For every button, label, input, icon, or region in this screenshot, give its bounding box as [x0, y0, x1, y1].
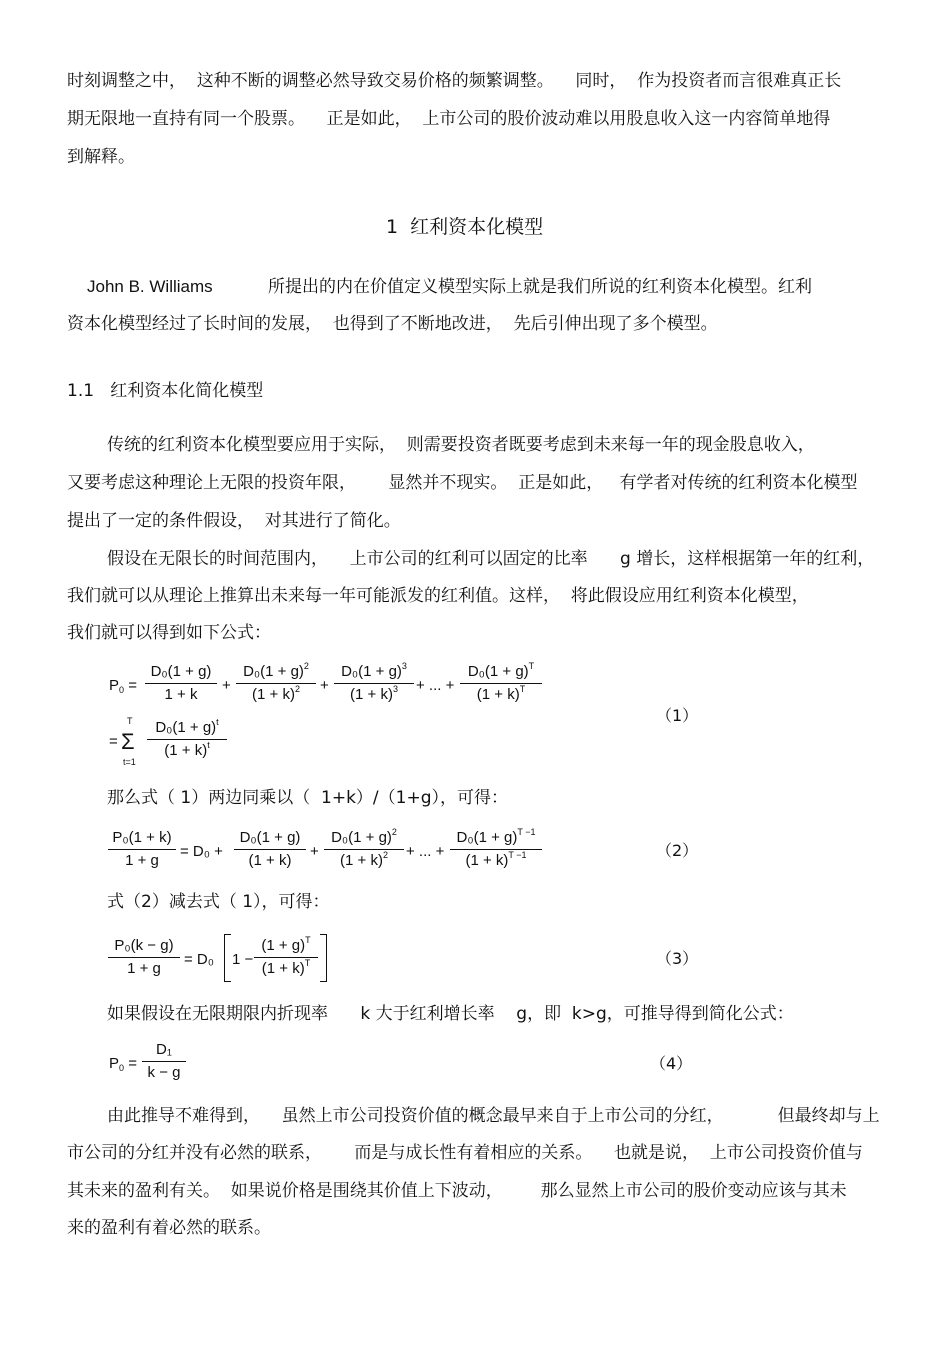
intro-line-1: 时刻调整之中， 这种不断的调整必然导致交易价格的频繁调整。 同时， 作为投资者而言很难真正长: [67, 71, 842, 91]
eq3-number: （3）: [656, 949, 699, 968]
eq1-lhs: $P_0$ =: [109, 677, 137, 695]
traditional-line-3: 提出了一定的条件假设， 对其进行了简化。: [67, 511, 401, 531]
eq1-plus-2: +: [320, 677, 329, 694]
eq1-term-2: $D_0(1 + g)^2$ $(1 + k)^2$: [236, 663, 316, 704]
text-multiply: 那么式（ 1）两边同乘以（ 1+k）/（1+g），可得：: [107, 788, 509, 808]
intro-line-3: 到解释。: [67, 147, 135, 167]
eq4-frac: D₁ k − g: [142, 1041, 186, 1082]
section-heading: 1 红利资本化模型: [386, 216, 544, 238]
text-subtract: 式（2）减去式（ 1），可得：: [107, 892, 330, 912]
eq1-term-3: $D_0(1 + g)^3$ $(1 + k)^3$: [334, 663, 414, 704]
eq1-plus-1: +: [222, 677, 231, 694]
eq2-d0: = D₀ +: [180, 843, 223, 860]
eq1-term-4: $D_0(1 + g)^T$ $(1 + k)^T$: [460, 663, 542, 704]
eq1-sum-term: $D_0(1 + g)^t$ $(1 + k)^t$: [147, 719, 227, 760]
conclusion-line-4: 来的盈利有着必然的联系。: [67, 1218, 271, 1238]
eq3-one-minus: 1 −: [232, 951, 254, 968]
eq2-ellipsis: + ... +: [406, 843, 445, 860]
subsection-heading: 1.1 红利资本化简化模型: [67, 381, 264, 401]
text-infinite: 如果假设在无限期限内折现率 k 大于红利增长率 g，即 k>g，可推导得到简化公式：: [107, 1004, 794, 1024]
eq2-term-3: $D_0(1 + g)^{T -1}$ $(1 + k)^{T -1}$: [450, 829, 542, 870]
eq2-plus-1: +: [310, 843, 319, 860]
assume-line-2: 我们就可以从理论上推算出未来每一年可能派发的红利值。这样， 将此假设应用红利资本化模型，: [67, 586, 809, 606]
eq2-number: （2）: [656, 841, 699, 860]
eq3-lhs: P₀(k − g) 1 + g: [108, 937, 180, 978]
conclusion-line-3: 其未来的盈利有关。 如果说价格是围绕其价值上下波动， 那么显然上市公司的股价变动应该与其未: [67, 1181, 847, 1201]
conclusion-line-2: 市公司的分红并没有必然的联系， 而是与成长性有着相应的关系。 也就是说， 上市公司投资价值与: [67, 1143, 863, 1163]
assume-line-1: 假设在无限长的时间范围内， 上市公司的红利可以固定的比率 g 增长，这样根据第一年的红利，: [107, 549, 875, 569]
eq1-sum-top: T: [127, 716, 133, 726]
williams-line-2: 资本化模型经过了长时间的发展， 也得到了不断地改进， 先后引伸出现了多个模型。: [67, 314, 718, 334]
traditional-line-2: 又要考虑这种理论上无限的投资年限， 显然并不现实。 正是如此， 有学者对传统的红利资本化模型: [67, 473, 858, 493]
eq4-number: （4）: [650, 1054, 693, 1073]
traditional-line-1: 传统的红利资本化模型要应用于实际， 则需要投资者既要考虑到未来每一年的现金股息收入，: [107, 435, 815, 455]
eq2-term-1: D₀(1 + g) (1 + k): [234, 829, 306, 870]
conclusion-line-1: 由此推导不难得到， 虽然上市公司投资价值的概念最早来自于上市公司的分红， 但最终却与上: [107, 1106, 880, 1126]
eq2-term-2: $D_0(1 + g)^2$ $(1 + k)^2$: [324, 829, 404, 870]
eq1-ellipsis: + ... +: [416, 677, 455, 694]
eq2-lhs: P₀(1 + k) 1 + g: [108, 829, 176, 870]
eq1-equals: =: [109, 733, 118, 750]
intro-line-2: 期无限地一直持有同一个股票。 正是如此， 上市公司的股价波动难以用股息收入这一内容简单地得: [67, 109, 831, 129]
eq3-d0: = D₀: [184, 951, 214, 968]
eq1-term-1: D₀(1 + g) 1 + k: [145, 663, 217, 704]
eq4-lhs: $P_0$ =: [109, 1055, 137, 1073]
eq1-number: （1）: [656, 706, 699, 725]
eq1-sigma: Σ: [121, 729, 135, 754]
eq3-inner-frac: $(1 + g)^T$ $(1 + k)^T$: [254, 937, 318, 978]
williams-name: John B. Williams: [87, 277, 213, 296]
williams-line-1: 所提出的内在价值定义模型实际上就是我们所说的红利资本化模型。红利: [268, 277, 812, 297]
assume-line-3: 我们就可以得到如下公式：: [67, 623, 271, 643]
eq1-sum-bottom: t=1: [123, 757, 136, 767]
